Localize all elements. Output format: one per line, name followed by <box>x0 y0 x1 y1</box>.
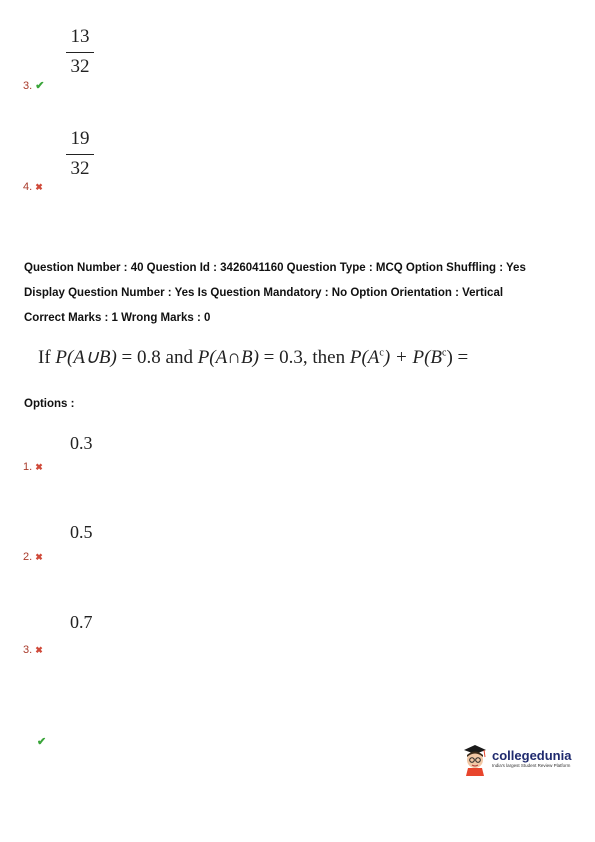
question-meta-line-3: Correct Marks : 1 Wrong Marks : 0 <box>24 312 211 324</box>
fraction-bar <box>66 52 94 53</box>
superscript-c: c <box>379 347 384 359</box>
fraction-denominator: 32 <box>70 56 90 77</box>
cross-icon: ✖ <box>35 644 43 655</box>
fraction-denominator: 32 <box>70 158 90 179</box>
union-value: = 0.8 <box>116 347 166 368</box>
prev-option-3-label <box>23 79 44 92</box>
option-number: 3. <box>23 644 33 656</box>
cross-icon: ✖ <box>35 551 43 562</box>
and-word: and <box>165 347 198 368</box>
option-2-value: 0.5 <box>70 522 93 542</box>
collegedunia-logo <box>462 742 571 776</box>
option-1-value: 0.3 <box>70 433 93 453</box>
prev-option-3-fraction <box>66 26 94 78</box>
superscript-c: c <box>442 347 447 359</box>
complement-b: ) + P(B <box>383 347 443 368</box>
option-number: 3. <box>23 79 33 92</box>
option-3-label <box>23 644 43 656</box>
prev-option-4-fraction <box>66 128 94 180</box>
question-meta-line-2: Display Question Number : Yes Is Question Mandatory : No Option Orientation : Vertical <box>24 287 504 299</box>
option-1-label <box>23 461 43 473</box>
complement-a: P(A <box>349 347 380 368</box>
logo-tagline: India's largest Student Review Platform <box>492 763 571 768</box>
intersection-value: = 0.3, <box>258 347 313 368</box>
option-number: 1. <box>23 461 33 473</box>
question-meta-line-1: Question Number : 40 Question Id : 3426041160 Question Type : MCQ Option Shuffling : Yes <box>24 262 526 274</box>
option-3-value: 0.7 <box>70 612 93 632</box>
options-label: Options : <box>24 398 75 410</box>
check-icon: ✔ <box>37 736 47 748</box>
cross-icon: ✖ <box>35 461 43 472</box>
cross-icon: ✖ <box>35 181 43 192</box>
option-4-label <box>37 735 46 748</box>
then-word: then <box>312 347 350 368</box>
fraction-bar <box>66 154 94 155</box>
option-number: 2. <box>23 551 33 563</box>
question-text <box>38 346 468 369</box>
union-expression: P(A∪B) <box>55 347 117 368</box>
option-2-label <box>23 551 43 563</box>
question-prefix: If <box>38 347 56 368</box>
logo-brand-text: collegedunia <box>492 748 572 763</box>
prev-option-4-label <box>23 181 43 193</box>
fraction-numerator: 19 <box>70 128 90 149</box>
intersection-expression: P(A∩B) <box>197 347 259 368</box>
student-mascot-icon <box>462 742 488 776</box>
equals-sign: ) = <box>446 347 469 368</box>
fraction-numerator: 13 <box>70 26 90 47</box>
option-number: 4. <box>23 181 33 193</box>
check-icon: ✔ <box>35 80 45 92</box>
